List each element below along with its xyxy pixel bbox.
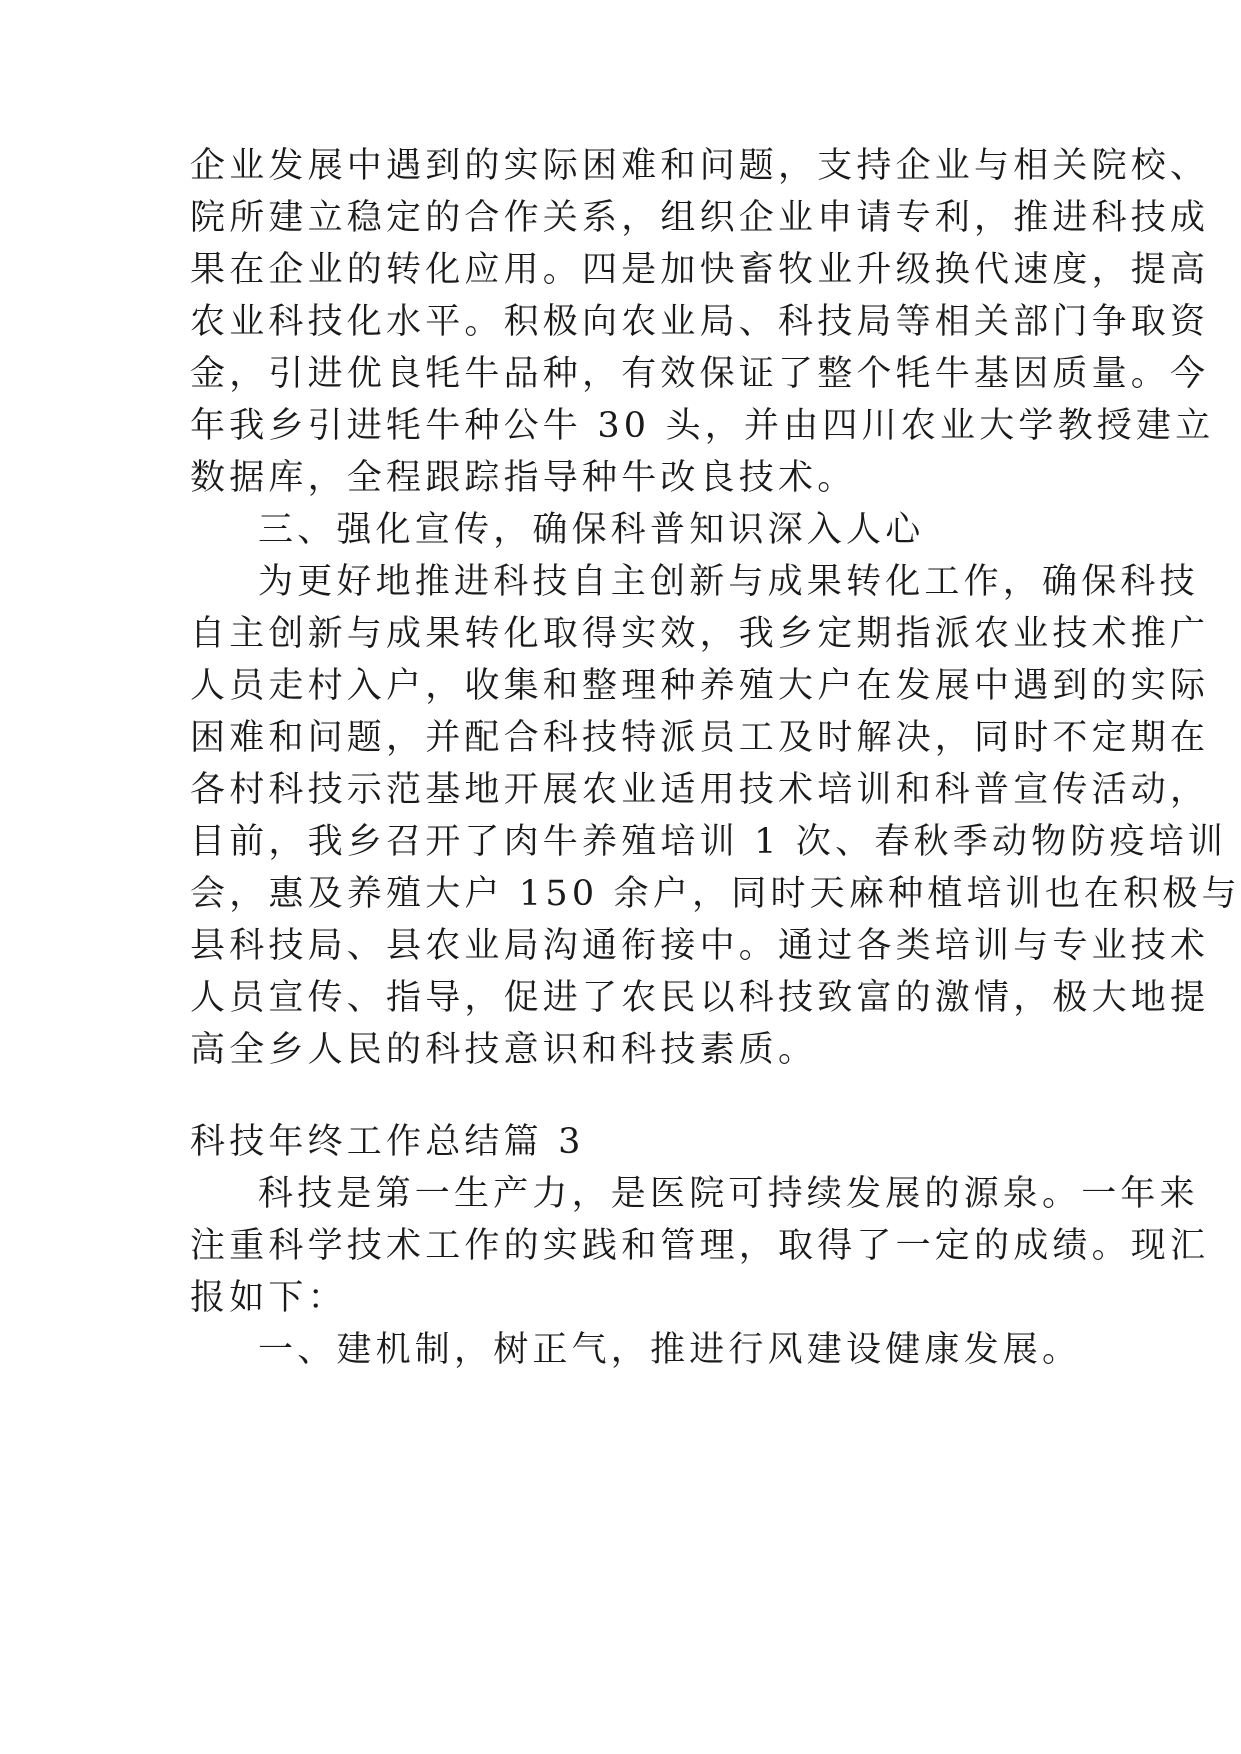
- paragraph-line: 企业发展中遇到的实际困难和问题，支持企业与相关院校、: [190, 146, 1210, 186]
- paragraph-line: 注重科学技术工作的实践和管理，取得了一定的成绩。现汇: [190, 1226, 1210, 1266]
- paragraph-line: 农业科技化水平。积极向农业局、科技局等相关部门争取资: [190, 302, 1210, 342]
- paragraph-line: 数据库，全程跟踪指导种牛改良技术。: [190, 458, 857, 498]
- paragraph-line: 目前，我乡召开了肉牛养殖培训 1 次、春秋季动物防疫培训: [190, 822, 1228, 862]
- article-title: 科技年终工作总结篇 3: [190, 1122, 585, 1162]
- paragraph-line: 院所建立稳定的合作关系，组织企业申请专利，推进科技成: [190, 198, 1210, 238]
- paragraph-line: 自主创新与成果转化取得实效，我乡定期指派农业技术推广: [190, 614, 1210, 654]
- paragraph-line: 县科技局、县农业局沟通衔接中。通过各类培训与专业技术: [190, 926, 1210, 966]
- paragraph-line: 人员走村入户，收集和整理种养殖大户在发展中遇到的实际: [190, 666, 1210, 706]
- paragraph-line: 各村科技示范基地开展农业适用技术培训和科普宣传活动，: [190, 770, 1210, 810]
- paragraph-line: 果在企业的转化应用。四是加快畜牧业升级换代速度，提高: [190, 250, 1210, 290]
- paragraph-line: 会，惠及养殖大户 150 余户，同时天麻种植培训也在积极与: [190, 874, 1241, 914]
- paragraph-line: 困难和问题，并配合科技特派员工及时解决，同时不定期在: [190, 718, 1210, 758]
- paragraph-line: 科技是第一生产力，是医院可持续发展的源泉。一年来: [258, 1174, 1199, 1214]
- paragraph-line: 年我乡引进牦牛种公牛 30 头，并由四川农业大学教授建立: [190, 406, 1215, 446]
- paragraph-line: 为更好地推进科技自主创新与成果转化工作，确保科技: [258, 562, 1199, 602]
- subsection-heading: 一、建机制，树正气，推进行风建设健康发展。: [258, 1330, 1082, 1370]
- paragraph-line: 报如下：: [190, 1278, 347, 1318]
- section-heading: 三、强化宣传，确保科普知识深入人心: [258, 510, 925, 550]
- paragraph-line: 人员宣传、指导，促进了农民以科技致富的激情，极大地提: [190, 978, 1210, 1018]
- paragraph-line: 高全乡人民的科技意识和科技素质。: [190, 1030, 818, 1070]
- paragraph-line: 金，引进优良牦牛品种，有效保证了整个牦牛基因质量。今: [190, 354, 1210, 394]
